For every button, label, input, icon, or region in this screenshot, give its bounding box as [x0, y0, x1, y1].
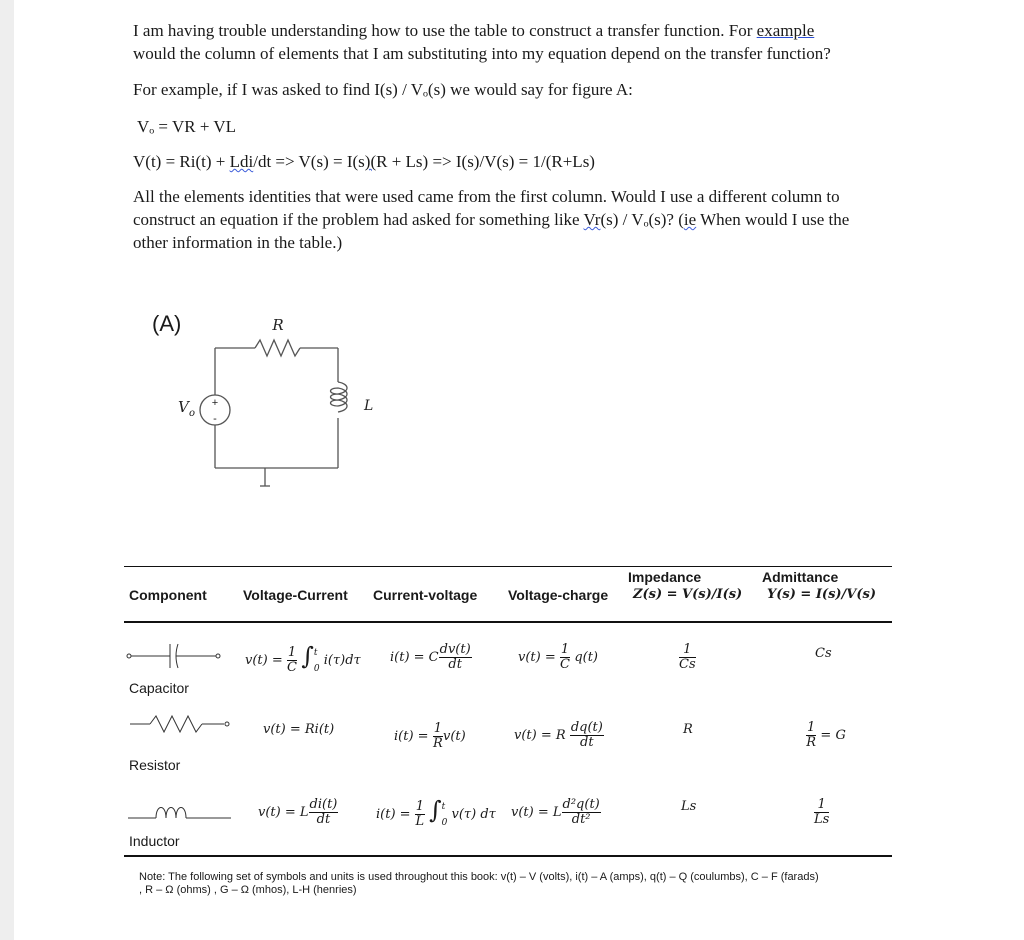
inductor-symbol-icon	[126, 800, 236, 826]
ind-voltage-charge	[511, 798, 601, 827]
den: L	[415, 814, 425, 829]
figure-label: (A)	[152, 311, 182, 336]
question-text: I am having trouble understanding how to use the table to construct a transfer function. For	[133, 21, 757, 40]
integral-sign: ∫	[301, 642, 314, 670]
eq-part: R + Ls) => I(s)/V(s) = 1/(R+Ls)	[376, 152, 595, 171]
component-capacitor: Capacitor	[129, 680, 189, 696]
header-voltage-charge: Voltage-charge	[508, 587, 609, 603]
num: 1	[415, 799, 424, 814]
equation-transfer	[133, 150, 595, 173]
p3-text: construct an equation if the problem had asked for something like	[133, 210, 584, 229]
eq-ldi: Ldi	[229, 152, 254, 171]
cap-current-voltage	[390, 643, 472, 672]
header-component: Component	[129, 587, 207, 603]
fraction	[562, 798, 601, 827]
eq-lhs: i(t) = C	[390, 650, 439, 665]
question-paragraph-1	[133, 19, 893, 65]
resistor-label: R	[272, 316, 284, 334]
left-margin-bar	[0, 0, 14, 940]
ind-voltage-current	[258, 798, 338, 827]
res-current-voltage	[394, 722, 466, 751]
eq-lhs: i(t) =	[376, 807, 411, 822]
header-current-voltage: Current-voltage	[373, 587, 478, 603]
note-line-2: , R – Ω (ohms) , G – Ω (mhos), L-H (henries)	[139, 884, 357, 896]
integral-sign: ∫	[429, 796, 442, 824]
table-note	[139, 871, 879, 897]
resistor-symbol	[255, 340, 300, 356]
p3-text: All the elements identities that were used came from the first column. Would I use a different column to	[133, 187, 840, 206]
ind-admittance	[814, 798, 829, 827]
num: 1	[433, 721, 442, 736]
eq-rhs: i(τ)dτ	[323, 653, 361, 668]
eq-lhs: i(t) =	[394, 729, 429, 744]
num: 1	[560, 642, 570, 657]
fraction	[433, 722, 443, 751]
cap-voltage-charge	[518, 643, 598, 672]
inductor-label: L	[364, 398, 374, 414]
table-header-rule	[124, 621, 892, 623]
den: dt	[580, 735, 594, 750]
num: 1	[807, 720, 816, 735]
question-paragraph-2: For example, if I was asked to find I(s) / Vₒ(s) we would say for figure A:	[133, 80, 633, 99]
cap-impedance	[679, 643, 696, 672]
eq-lhs: v(t) = L	[258, 805, 309, 820]
lower-limit: 0	[313, 663, 320, 674]
eq-part: V(t) = Ri(t) +	[133, 152, 230, 171]
source-label-sub: o	[189, 408, 196, 419]
header-impedance-formula: Z(s) = V(s)/I(s)	[633, 587, 743, 602]
eq-lhs: v(t) =	[245, 653, 283, 668]
res-voltage-current: v(t) = Ri(t)	[263, 722, 335, 737]
num: 1	[287, 645, 297, 660]
question-paragraph-3	[133, 185, 913, 254]
fraction	[439, 643, 472, 672]
num: dv(t)	[439, 642, 471, 657]
p3-text: When would I use the	[696, 210, 850, 229]
p3-ie: ie	[683, 210, 697, 229]
res-admittance	[806, 721, 846, 750]
fraction	[570, 721, 604, 750]
fraction	[309, 798, 339, 827]
fraction	[679, 643, 696, 672]
eq-rhs: = G	[820, 728, 846, 743]
header-impedance: Impedance	[628, 569, 702, 585]
table-top-rule	[124, 566, 892, 567]
integral-limits	[442, 799, 448, 831]
den: R	[806, 735, 817, 750]
equation-vo: Vₒ = VR + VL	[137, 117, 237, 136]
p3-text: (s) / Vₒ(s)? (	[600, 210, 684, 229]
header-admittance: Admittance	[762, 569, 839, 585]
circuit-diagram	[150, 300, 410, 500]
question-text-2: would the column of elements that I am substituting into my equation depend on the transfer function?	[133, 44, 831, 63]
den: Cs	[679, 657, 696, 672]
cap-admittance: Cs	[815, 646, 832, 661]
num: d²q(t)	[562, 797, 600, 812]
fraction	[806, 721, 816, 750]
eq-paren: )(	[364, 152, 377, 171]
ind-current-voltage	[376, 796, 496, 831]
eq-lhs: v(t) =	[518, 650, 556, 665]
fraction	[560, 643, 570, 672]
eq-rhs: v(τ) dτ	[451, 807, 496, 822]
num: 1	[814, 798, 829, 813]
cap-voltage-current	[245, 642, 361, 677]
header-admittance-formula: Y(s) = I(s)/V(s)	[767, 587, 877, 602]
eq-part: /dt => V(s) = I(s	[253, 152, 365, 171]
eq-rhs: v(t)	[442, 729, 466, 744]
den: R	[432, 736, 443, 751]
den: dt	[448, 657, 462, 672]
den: C	[287, 660, 297, 675]
num: 1	[679, 643, 696, 658]
minus-sign: -	[213, 413, 217, 425]
eq-lhs: v(t) = L	[511, 805, 562, 820]
example-link[interactable]: example	[756, 21, 815, 40]
component-inductor: Inductor	[129, 833, 180, 849]
source-label: V	[178, 398, 189, 416]
eq-lhs: v(t) = R	[514, 728, 566, 743]
capacitor-symbol-icon	[124, 636, 224, 676]
note-line-1: Note: The following set of symbols and units is used throughout this book: v(t) – V (volts), i(t) – A (amps), q(t) – Q (coulumbs), C – F (farads)	[139, 871, 819, 883]
ind-impedance: Ls	[681, 799, 697, 814]
den: dt	[316, 812, 331, 827]
num: dq(t)	[570, 720, 603, 735]
upper-limit: t	[441, 801, 446, 812]
den: C	[560, 657, 570, 672]
resistor-symbol-icon	[128, 714, 233, 734]
num: di(t)	[309, 797, 338, 812]
fraction	[415, 800, 425, 829]
den: Ls	[814, 812, 830, 827]
integral-limits	[314, 645, 320, 677]
res-voltage-charge	[514, 721, 604, 750]
eq-rhs: q(t)	[574, 650, 599, 665]
p3-text: other information in the table.)	[133, 233, 343, 252]
fraction	[287, 646, 297, 675]
fraction	[814, 798, 829, 827]
component-resistor: Resistor	[129, 757, 181, 773]
den: dt²	[571, 812, 591, 827]
table-bottom-rule	[124, 855, 892, 857]
upper-limit: t	[313, 647, 318, 658]
plus-sign: +	[211, 397, 219, 409]
inductor-symbol	[331, 382, 348, 412]
lower-limit: 0	[441, 817, 448, 828]
p3-vr: Vr	[583, 210, 601, 229]
res-impedance: R	[683, 722, 693, 737]
header-voltage-current: Voltage-Current	[243, 587, 348, 603]
